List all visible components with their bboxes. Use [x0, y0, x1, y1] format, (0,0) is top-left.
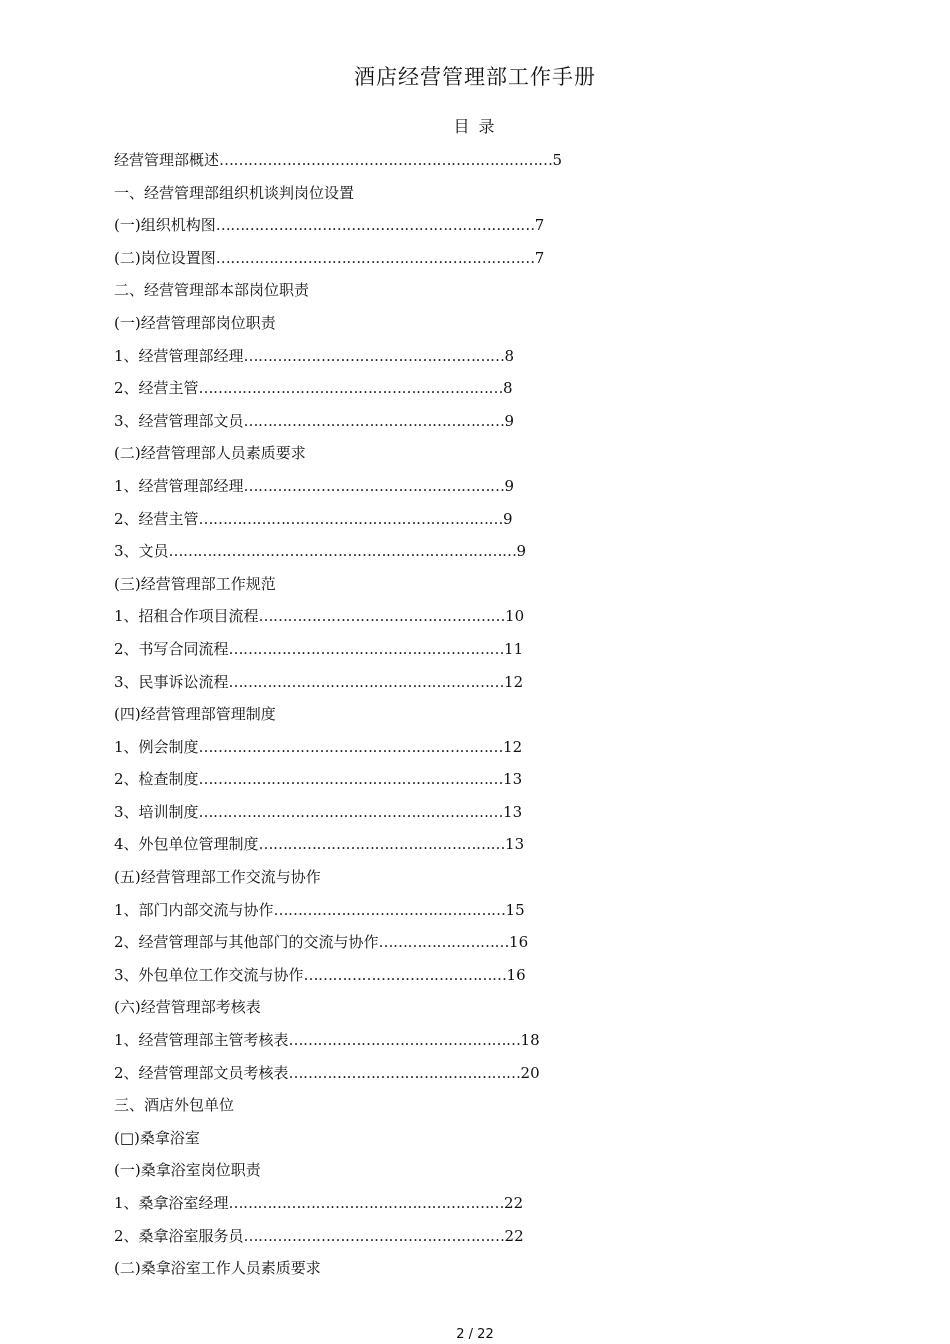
- toc-entry-text: 3、文员: [114, 542, 169, 561]
- toc-entry-page: 12: [503, 737, 523, 756]
- toc-entry-page: 8: [503, 379, 513, 398]
- toc-entry[interactable]: [114, 571, 734, 604]
- toc-heading: 目 录: [453, 117, 497, 136]
- toc-entry[interactable]: [114, 506, 734, 539]
- document-title: 酒店经营管理部工作手册: [354, 65, 596, 89]
- toc-entry-page: 9: [503, 509, 513, 528]
- toc-entry-text: (五)经营管理部工作交流与协作: [114, 868, 321, 887]
- toc-entry-text: 1、例会制度: [114, 737, 199, 756]
- toc-entry-page: 11: [504, 639, 524, 658]
- table-of-contents: [114, 147, 734, 1288]
- toc-entry-text: (□)桑拿浴室: [114, 1128, 200, 1147]
- toc-entry-text: 1、部门内部交流与协作: [114, 900, 274, 919]
- toc-entry-page: 22: [504, 1194, 524, 1212]
- toc-entry-text: 3、外包单位工作交流与协作: [114, 965, 304, 984]
- toc-entry[interactable]: [114, 734, 734, 767]
- toc-entry-page: 22: [504, 1226, 524, 1245]
- toc-entry-page: 9: [516, 542, 527, 561]
- toc-entry-leader: …………………………………………………………: [215, 216, 535, 235]
- page-number: 2 / 22: [456, 1327, 494, 1342]
- toc-entry[interactable]: [114, 929, 734, 962]
- toc-entry-page: 7: [534, 216, 545, 235]
- toc-entry-page: 10: [505, 607, 525, 626]
- toc-entry-text: (一)桑拿浴室岗位职责: [114, 1161, 261, 1180]
- toc-entry[interactable]: [114, 310, 734, 343]
- toc-entry-leader: ……………………………………………: [258, 607, 506, 626]
- toc-entry-text: (六)经营管理部考核表: [114, 998, 261, 1017]
- toc-entry-page: 13: [503, 802, 523, 821]
- toc-entry-text: 1、桑拿浴室经理: [114, 1194, 229, 1212]
- toc-entry-text: 2、经营管理部与其他部门的交流与协作: [114, 933, 379, 952]
- toc-entry-page: 16: [509, 933, 529, 952]
- toc-entry-text: (三)经营管理部工作规范: [114, 574, 276, 593]
- toc-entry-text: (二)岗位设置图: [114, 248, 216, 267]
- toc-entry-text: 一、经营管理部组织机谈判岗位设置: [114, 183, 355, 202]
- toc-entry-leader: ………………………………………………: [243, 476, 505, 495]
- toc-entry-leader: ……………………………………: [303, 965, 507, 984]
- toc-entry-leader: …………………………………………: [288, 1063, 521, 1082]
- toc-entry[interactable]: [114, 962, 734, 995]
- toc-entry[interactable]: [114, 440, 734, 473]
- toc-entry[interactable]: [114, 701, 734, 734]
- toc-entry-leader: …………………………………………………………: [215, 248, 535, 267]
- toc-entry[interactable]: [114, 766, 734, 799]
- toc-entry-leader: ………………………: [378, 933, 510, 952]
- toc-entry-leader: ……………………………………………: [258, 835, 506, 854]
- toc-entry-text: 二、经营管理部本部岗位职责: [114, 281, 310, 300]
- toc-entry[interactable]: [114, 603, 734, 636]
- toc-entry-leader: …………………………………………………: [228, 672, 505, 691]
- toc-entry-text: 2、经营主管: [114, 379, 199, 398]
- toc-entry-page: 7: [534, 248, 545, 267]
- toc-entry-leader: ………………………………………………………: [198, 770, 504, 789]
- toc-entry-text: 3、民事诉讼流程: [114, 672, 229, 691]
- toc-entry[interactable]: [114, 147, 734, 180]
- toc-entry-text: 1、招租合作项目流程: [114, 607, 259, 626]
- toc-entry-text: 2、桑拿浴室服务员: [114, 1226, 244, 1245]
- toc-entry[interactable]: [114, 1027, 734, 1060]
- toc-entry[interactable]: [114, 799, 734, 832]
- toc-entry-page: 16: [506, 965, 526, 984]
- toc-entry-leader: ………………………………………………………: [198, 379, 504, 398]
- toc-entry-leader: ………………………………………………: [243, 346, 505, 365]
- toc-entry-leader: …………………………………………: [273, 900, 506, 919]
- toc-entry-page: 12: [504, 672, 524, 691]
- toc-entry[interactable]: [114, 538, 734, 571]
- toc-entry-page: 9: [504, 411, 515, 430]
- toc-entry-page: 18: [520, 1031, 540, 1050]
- toc-entry[interactable]: [114, 1125, 734, 1158]
- toc-entry-text: 1、经营管理部经理: [114, 346, 244, 365]
- toc-entry-page: 20: [520, 1063, 540, 1082]
- toc-entry-text: 1、经营管理部经理: [114, 476, 244, 495]
- toc-entry-page: 15: [505, 900, 525, 919]
- toc-entry-leader: ……………………………………………………………: [219, 151, 553, 169]
- toc-entry[interactable]: [114, 212, 734, 245]
- toc-entry[interactable]: [114, 994, 734, 1027]
- toc-entry-text: (二)桑拿浴室工作人员素质要求: [114, 1259, 321, 1278]
- toc-entry[interactable]: [114, 669, 734, 702]
- toc-entry-text: 2、经营管理部文员考核表: [114, 1063, 289, 1082]
- toc-entry[interactable]: [114, 343, 734, 376]
- toc-entry[interactable]: [114, 636, 734, 669]
- toc-entry[interactable]: [114, 245, 734, 278]
- toc-entry-text: (一)组织机构图: [114, 216, 216, 235]
- toc-entry-page: 8: [504, 346, 515, 365]
- toc-entry-page: 13: [505, 835, 525, 854]
- toc-entry[interactable]: [114, 864, 734, 897]
- toc-entry-text: (二)经营管理部人员素质要求: [114, 444, 306, 463]
- toc-entry[interactable]: [114, 897, 734, 930]
- toc-entry[interactable]: [114, 408, 734, 441]
- toc-entry-leader: ………………………………………………………: [198, 737, 504, 756]
- toc-entry-leader: …………………………………………: [288, 1031, 521, 1050]
- toc-entry[interactable]: [114, 1060, 734, 1093]
- toc-entry-text: 经营管理部概述: [114, 151, 220, 169]
- toc-entry[interactable]: [114, 1255, 734, 1288]
- toc-entry[interactable]: [114, 375, 734, 408]
- toc-entry[interactable]: [114, 831, 734, 864]
- toc-entry-text: 三、酒店外包单位: [114, 1096, 235, 1115]
- toc-entry[interactable]: [114, 1190, 734, 1223]
- toc-entry-leader: ………………………………………………………: [198, 509, 504, 528]
- toc-entry-leader: ………………………………………………: [243, 1226, 505, 1245]
- toc-entry-page: 13: [503, 770, 523, 789]
- toc-entry-text: 1、经营管理部主管考核表: [114, 1031, 289, 1050]
- toc-entry-leader: ………………………………………………: [243, 411, 505, 430]
- toc-entry-text: 2、经营主管: [114, 509, 199, 528]
- toc-entry[interactable]: [114, 1223, 734, 1256]
- toc-entry-text: 2、书写合同流程: [114, 639, 229, 658]
- toc-entry-leader: ………………………………………………………………: [168, 542, 517, 561]
- toc-entry[interactable]: [114, 1092, 734, 1125]
- toc-entry-text: 3、培训制度: [114, 802, 199, 821]
- toc-entry-text: 2、检查制度: [114, 770, 199, 789]
- toc-entry[interactable]: [114, 277, 734, 310]
- toc-entry-page: 5: [552, 151, 563, 169]
- toc-entry[interactable]: [114, 473, 734, 506]
- toc-entry-text: (四)经营管理部管理制度: [114, 705, 276, 724]
- toc-entry-leader: …………………………………………………: [228, 1194, 505, 1212]
- toc-entry-leader: …………………………………………………: [228, 639, 505, 658]
- toc-entry-text: 4、外包单位管理制度: [114, 835, 259, 854]
- toc-entry[interactable]: [114, 180, 734, 213]
- toc-entry-page: 9: [504, 476, 515, 495]
- toc-entry[interactable]: [114, 1157, 734, 1190]
- toc-entry-text: (一)经营管理部岗位职责: [114, 313, 276, 332]
- toc-entry-text: 3、经营管理部文员: [114, 411, 244, 430]
- toc-entry-leader: ………………………………………………………: [198, 802, 504, 821]
